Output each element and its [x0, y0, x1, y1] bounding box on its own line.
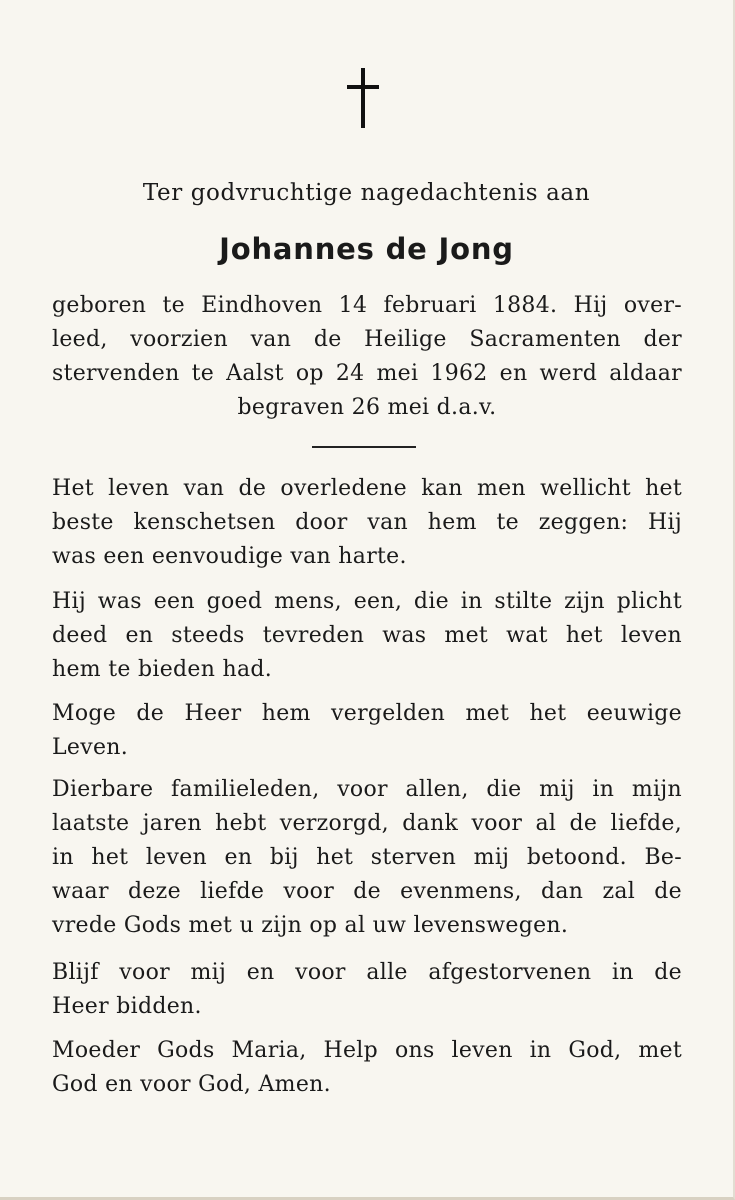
text-line: Leven.	[52, 735, 129, 760]
text-line: Dierbare familieleden, voor allen, die mij in mijn	[52, 777, 682, 802]
text-line: vrede Gods met u zijn op al uw levenswegen.	[52, 913, 569, 938]
bio-line: stervenden te Aalst op 24 mei 1962 en werd aldaar	[52, 361, 682, 386]
paragraph-4	[52, 773, 682, 943]
bio-line: begraven 26 mei d.a.v.	[237, 395, 497, 420]
bio-line: geboren te Eindhoven 14 februari 1884. Hij over-	[52, 293, 682, 318]
paragraph-2	[52, 585, 682, 687]
text-line: Heer bidden.	[52, 994, 202, 1019]
bio-line: leed, voorzien van de Heilige Sacramenten der	[52, 327, 682, 352]
cross-icon	[345, 68, 381, 128]
text-line: Hij was een goed mens, een, die in stilte zijn plicht	[52, 589, 682, 614]
paragraph-5	[52, 956, 682, 1024]
text-line: waar deze liefde voor de evenmens, dan zal de	[52, 879, 682, 904]
divider	[312, 446, 416, 448]
text-line: Blijf voor mij en voor alle afgestorvenen in de	[52, 960, 682, 985]
text-line: Moge de Heer hem vergelden met het eeuwige	[52, 701, 682, 726]
text-line: beste kenschetsen door van hem te zeggen: Hij	[52, 510, 682, 535]
text-line: was een eenvoudige van harte.	[52, 544, 407, 569]
paragraph-6	[52, 1034, 682, 1102]
text-line: Het leven van de overledene kan men wellicht het	[52, 476, 682, 501]
intro-line: Ter godvruchtige nagedachtenis aan	[142, 180, 591, 206]
text-line: in het leven en bij het sterven mij betoond. Be-	[52, 845, 682, 870]
paragraph-1	[52, 472, 682, 574]
deceased-name: Johannes de Jong	[219, 232, 514, 266]
text-line: hem te bieden had.	[52, 657, 273, 682]
text-line: deed en steeds tevreden was met wat het leven	[52, 623, 682, 648]
text-line: laatste jaren hebt verzorgd, dank voor al de liefde,	[52, 811, 682, 836]
text-line: God en voor God, Amen.	[52, 1072, 331, 1097]
biography-paragraph	[52, 289, 682, 425]
text-line: Moeder Gods Maria, Help ons leven in God, met	[52, 1038, 682, 1063]
paragraph-3	[52, 697, 682, 765]
